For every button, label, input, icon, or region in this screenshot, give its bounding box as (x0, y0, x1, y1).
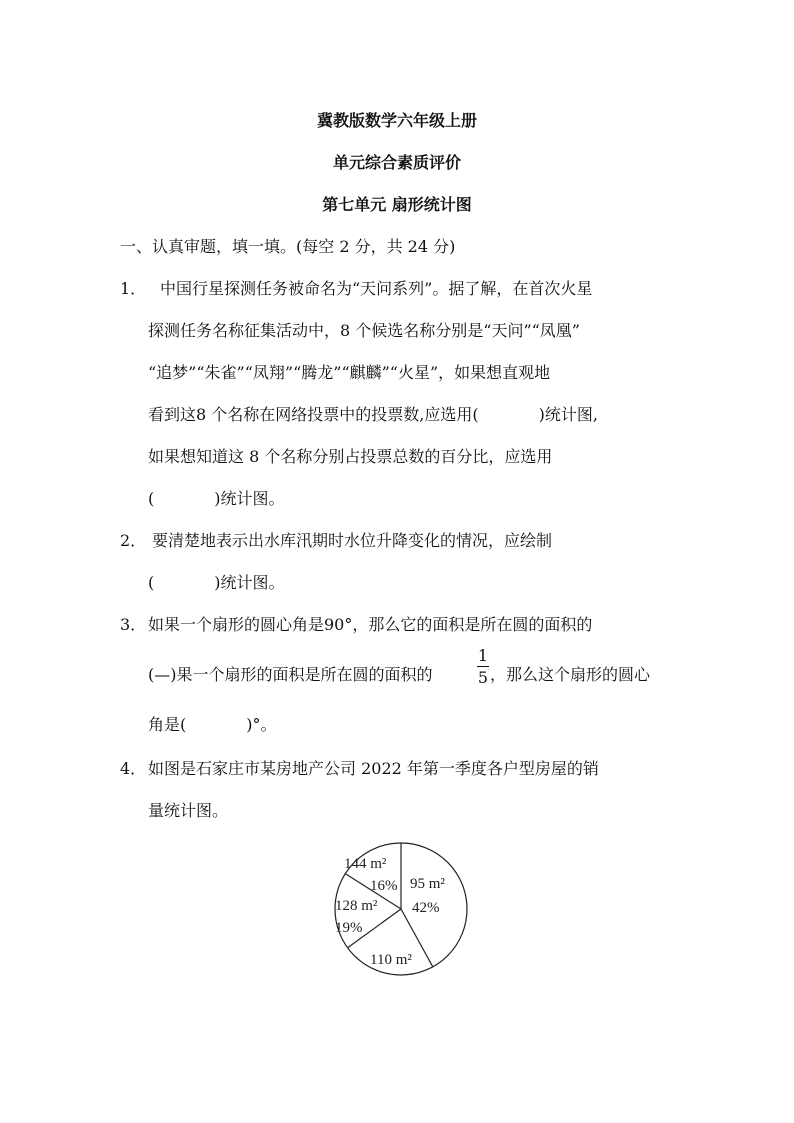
q4-line-1: 如图是石家庄市某房地产公司 2022 年第一季度各户型房屋的销 (148, 759, 599, 778)
q3-line-1: 如果一个扇形的圆心角是90°，那么它的面积是所在圆的面积的 (148, 615, 593, 634)
fraction-bar (477, 666, 489, 667)
q1-line-6-end: )统计图。 (214, 489, 285, 508)
q3-line-2-end: ，那么这个扇形的圆心 (490, 665, 651, 684)
q2-line-2-open: ( (148, 573, 155, 592)
book-title: 冀教版数学六年级上册 (316, 111, 477, 130)
question-number-3: 3． (120, 615, 147, 634)
q4-line-2: 量统计图。 (148, 801, 229, 820)
pie-percent-144: 16% (370, 878, 398, 894)
q1-line-2: 探测任务名称征集活动中，8 个候选名称分别是“天问”“凤凰” (148, 321, 580, 340)
q1-line-6-open: ( (148, 489, 155, 508)
unit-title: 第七单元 扇形统计图 (322, 195, 472, 214)
q1-line-6 (148, 486, 285, 509)
pie-percent-95: 42% (412, 900, 440, 916)
pie-label-95: 95 m² (410, 876, 445, 892)
pie-label-128: 128 m² (335, 898, 378, 914)
q1-line-1: 中国行星探测任务被命名为“天问系列”。据了解，在首次火星 (160, 279, 593, 298)
unit-subtitle: 单元综合素质评价 (332, 153, 461, 172)
question-number-4: 4． (120, 759, 147, 778)
pie-chart (330, 842, 480, 982)
question-number-1: 1． (120, 279, 147, 298)
q2-line-2 (148, 570, 285, 593)
q1-line-4-text: 看到这8 个名称在网络投票中的投票数,应选用( (148, 405, 479, 424)
section-heading: 一、认真审题，填一填。(每空 2 分，共 24 分) (120, 237, 456, 256)
pie-percent-128: 19% (335, 920, 363, 936)
fraction-denominator: 5 (477, 668, 489, 687)
q3-line-3 (148, 712, 277, 735)
q3-line-2-text: (—)果一个扇形的面积是所在圆的面积的 (148, 665, 433, 684)
fraction-numerator: 1 (477, 646, 489, 665)
q1-line-4-end: )统计图, (538, 405, 598, 424)
q2-line-1: 要清楚地表示出水库汛期时水位升降变化的情况，应绘制 (152, 531, 553, 550)
q2-line-2-end: )统计图。 (214, 573, 285, 592)
q3-line-3-end: )°。 (246, 715, 277, 734)
q1-line-3: “追梦”“朱雀”“凤翔”“腾龙”“麒麟”“火星”，如果想直观地 (148, 363, 551, 382)
question-number-2: 2． (120, 531, 147, 550)
q1-line-5: 如果想知道这 8 个名称分别占投票总数的百分比，应选用 (148, 447, 553, 466)
pie-label-144: 144 m² (344, 856, 387, 872)
q1-line-4 (148, 402, 598, 425)
pie-label-110: 110 m² (370, 952, 412, 968)
q3-line-3-text: 角是( (148, 715, 187, 734)
